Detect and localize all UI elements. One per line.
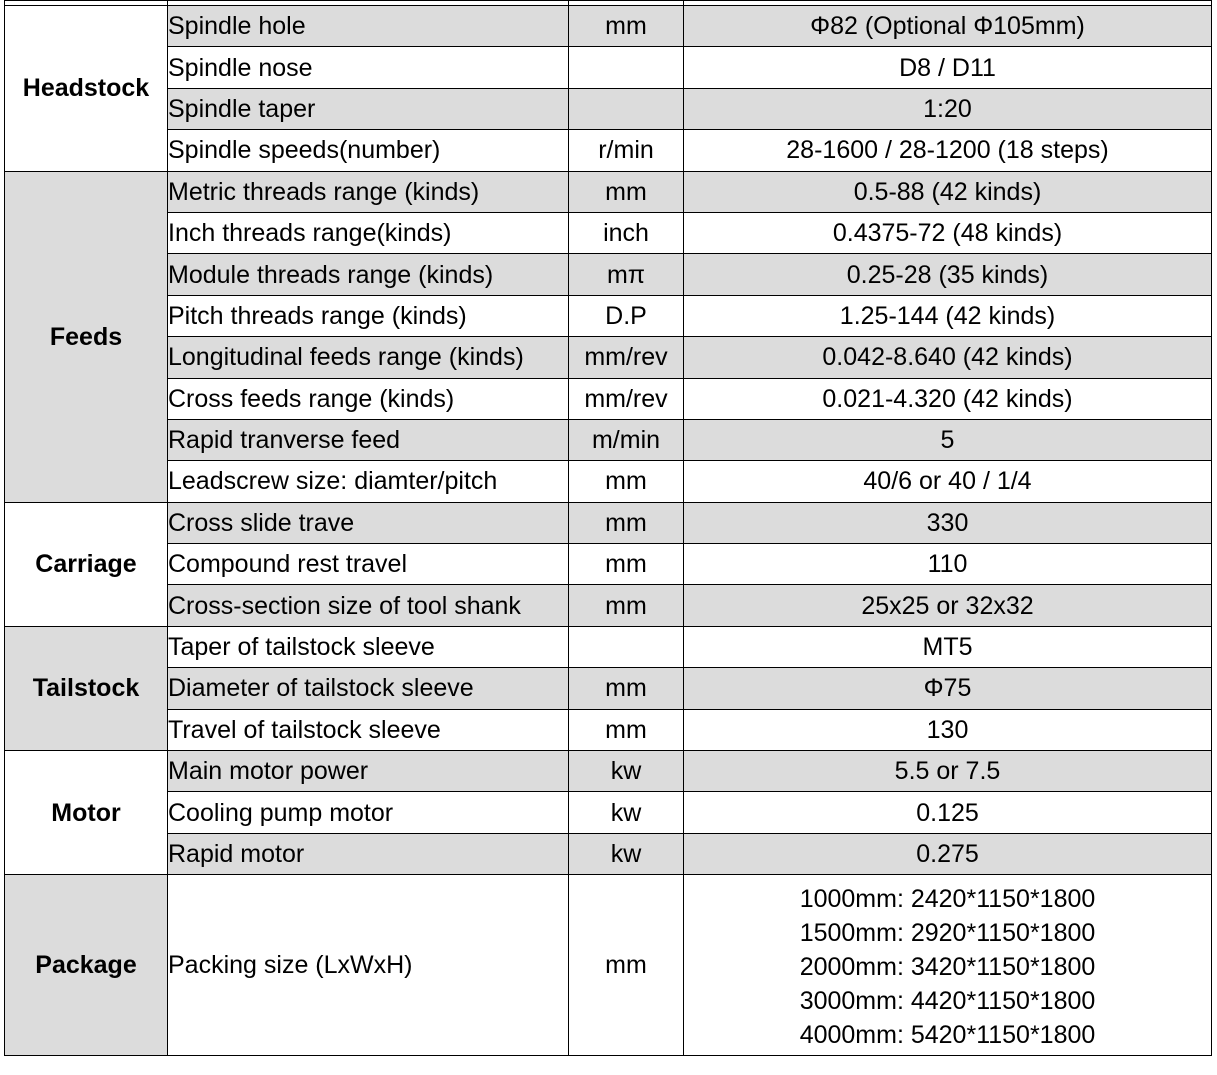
table-row — [5, 47, 1212, 88]
packing-size-line: 1000mm: 2420*1150*1800 — [799, 885, 1096, 914]
row-label: Diameter of tailstock sleeve — [168, 668, 569, 709]
row-label: Compound rest travel — [168, 544, 569, 585]
row-unit: kw — [569, 751, 684, 792]
row-value: 0.042-8.640 (42 kinds) — [684, 337, 1212, 378]
table-row — [5, 212, 1212, 253]
row-value: 0.4375-72 (48 kinds) — [684, 212, 1212, 253]
row-label: Cross slide trave — [168, 502, 569, 543]
row-label: Rapid tranverse feed — [168, 419, 569, 460]
row-value: 110 — [684, 544, 1212, 585]
row-unit — [569, 47, 684, 88]
row-value: 5.5 or 7.5 — [684, 751, 1212, 792]
packing-size-line: 1500mm: 2920*1150*1800 — [799, 919, 1096, 948]
row-unit: r/min — [569, 130, 684, 171]
group-motor: Motor — [5, 751, 168, 875]
row-unit: mm — [569, 709, 684, 750]
row-label: Cross-section size of tool shank — [168, 585, 569, 626]
table-row — [5, 544, 1212, 585]
row-value: MT5 — [684, 626, 1212, 667]
row-value: 5 — [684, 419, 1212, 460]
row-unit: mm — [569, 171, 684, 212]
row-value: 330 — [684, 502, 1212, 543]
row-label: Cross feeds range (kinds) — [168, 378, 569, 419]
row-unit: kw — [569, 833, 684, 874]
table-row — [5, 378, 1212, 419]
row-label: Main motor power — [168, 751, 569, 792]
row-unit: mm — [569, 668, 684, 709]
row-unit: inch — [569, 212, 684, 253]
row-unit: kw — [569, 792, 684, 833]
row-unit: mm — [569, 875, 684, 1056]
row-label: Metric threads range (kinds) — [168, 171, 569, 212]
row-value: D8 / D11 — [684, 47, 1212, 88]
row-unit: mm — [569, 6, 684, 47]
row-value: 0.125 — [684, 792, 1212, 833]
row-value: Φ82 (Optional Φ105mm) — [684, 6, 1212, 47]
row-unit — [569, 88, 684, 129]
row-value: 1:20 — [684, 88, 1212, 129]
row-unit: mm — [569, 502, 684, 543]
row-value: 25x25 or 32x32 — [684, 585, 1212, 626]
row-label: Spindle speeds(number) — [168, 130, 569, 171]
row-value: 1.25-144 (42 kinds) — [684, 295, 1212, 336]
row-unit: mπ — [569, 254, 684, 295]
packing-size-line: 4000mm: 5420*1150*1800 — [799, 1021, 1096, 1050]
row-value: 28-1600 / 28-1200 (18 steps) — [684, 130, 1212, 171]
row-label: Taper of tailstock sleeve — [168, 626, 569, 667]
row-unit: mm — [569, 544, 684, 585]
group-feeds: Feeds — [5, 171, 168, 502]
table-row — [5, 792, 1212, 833]
row-label: Module threads range (kinds) — [168, 254, 569, 295]
row-unit: mm — [569, 461, 684, 502]
row-label: Longitudinal feeds range (kinds) — [168, 337, 569, 378]
row-label: Leadscrew size: diamter/pitch — [168, 461, 569, 502]
table-row — [5, 709, 1212, 750]
packing-size-line: 3000mm: 4420*1150*1800 — [799, 987, 1096, 1016]
table-row — [5, 295, 1212, 336]
row-label: Travel of tailstock sleeve — [168, 709, 569, 750]
row-value: Φ75 — [684, 668, 1212, 709]
row-label: Rapid motor — [168, 833, 569, 874]
row-unit — [569, 626, 684, 667]
row-label: Pitch threads range (kinds) — [168, 295, 569, 336]
packing-size-line: 2000mm: 3420*1150*1800 — [799, 953, 1096, 982]
table-row — [5, 419, 1212, 460]
table-row — [5, 626, 1212, 667]
row-value: 0.275 — [684, 833, 1212, 874]
row-value: 0.021-4.320 (42 kinds) — [684, 378, 1212, 419]
row-unit: mm/rev — [569, 378, 684, 419]
table-row — [5, 502, 1212, 543]
group-headstock: Headstock — [5, 6, 168, 172]
table-row — [5, 668, 1212, 709]
row-unit: m/min — [569, 419, 684, 460]
row-label: Packing size (LxWxH) — [168, 875, 569, 1056]
row-value-list — [684, 875, 1212, 1056]
table-row — [5, 585, 1212, 626]
row-unit: D.P — [569, 295, 684, 336]
spec-table — [4, 0, 1212, 1056]
row-label: Spindle nose — [168, 47, 569, 88]
row-unit: mm/rev — [569, 337, 684, 378]
row-value: 0.25-28 (35 kinds) — [684, 254, 1212, 295]
table-row — [5, 88, 1212, 129]
table-row — [5, 461, 1212, 502]
row-label: Inch threads range(kinds) — [168, 212, 569, 253]
table-row — [5, 751, 1212, 792]
table-row — [5, 171, 1212, 212]
group-tailstock: Tailstock — [5, 626, 168, 750]
group-carriage: Carriage — [5, 502, 168, 626]
row-label: Cooling pump motor — [168, 792, 569, 833]
table-row — [5, 833, 1212, 874]
table-row — [5, 875, 1212, 1056]
row-value: 130 — [684, 709, 1212, 750]
row-label: Spindle taper — [168, 88, 569, 129]
row-unit: mm — [569, 585, 684, 626]
row-value: 40/6 or 40 / 1/4 — [684, 461, 1212, 502]
table-row — [5, 337, 1212, 378]
table-row — [5, 254, 1212, 295]
table-row — [5, 6, 1212, 47]
group-package: Package — [5, 875, 168, 1056]
table-row — [5, 130, 1212, 171]
row-label: Spindle hole — [168, 6, 569, 47]
row-value: 0.5-88 (42 kinds) — [684, 171, 1212, 212]
